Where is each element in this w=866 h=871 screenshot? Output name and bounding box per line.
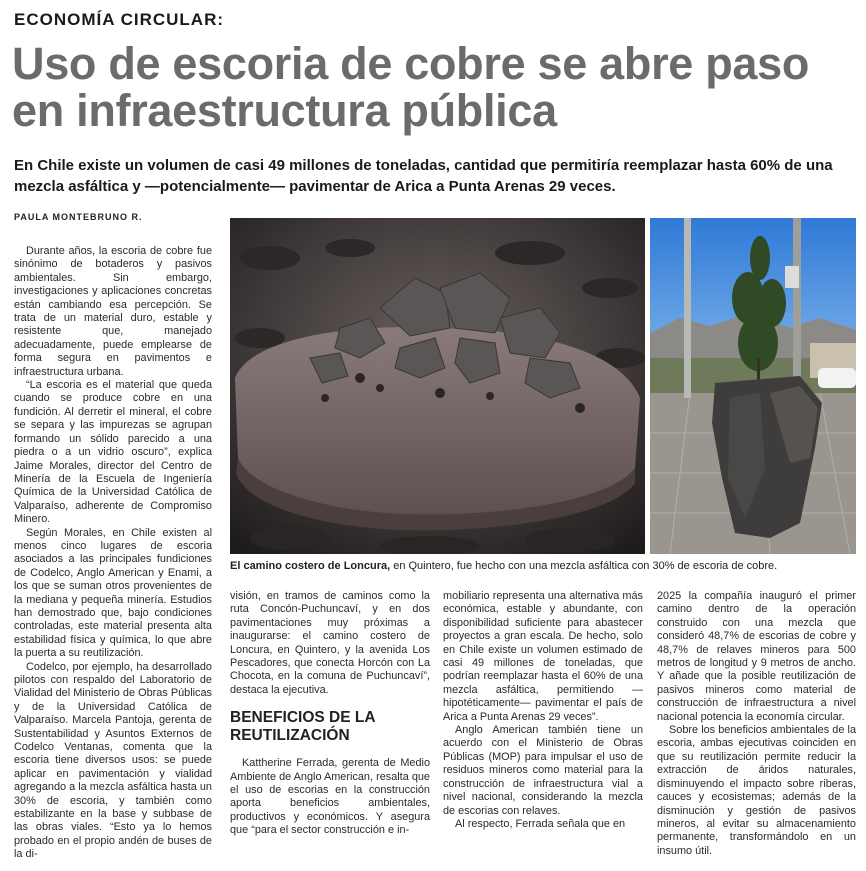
photo-caption <box>230 559 856 573</box>
paragraph: Según Morales, en Chile existen al menos cinco lugares de escoria asociados a las principales fundiciones de Codelco, Anglo American y Enami, a los que se suman otros provenientes de la mediana y pequeña minería. Estudios han demostrado que, bajo condiciones controladas, este material presenta alta estabilidad física y química, lo que abre la puerta a su reutilización. <box>14 526 212 660</box>
lead-paragraph: En Chile existe un volumen de casi 49 millones de toneladas, cantidad que permitiría reemplazar hasta 60% de una mezcla asfáltica y —potencialmente— pavimentar de Arica a Punta Arenas 29 veces. <box>14 157 833 195</box>
paragraph: “La escoria es el material que queda cuando se produce cobre en una fundición. Al derretir el mineral, el cobre se separa y las impurezas se agrupan formando un sólido parecido a una piedra o a un vidrio oscuro”, explica Jaime Morales, director del Centro de Minería de la Escuela de Ingeniería Química de la Universidad Católica de Valparaíso, adherente de Compromiso Minero. <box>14 379 212 526</box>
subheading: BENEFICIOS DE LA REUTILIZACIÓN <box>230 709 375 745</box>
paragraph: Kattherine Ferrada, gerenta de Medio Ambiente de Anglo American, resalta que el uso de escorias en la construcción aporta beneficios ambientales, productivos y económicos. Y asegura que “para el sector construcción e in- <box>230 757 430 837</box>
paragraph: Durante años, la escoria de cobre fue sinónimo de botaderos y pasivos ambientales. Sin embargo, investigaciones y aplicaciones concretas están cambiando esa percepción. Se trata de un material duro, estable y resistente que, manejado adecuadamente, puede emplearse de forma segura en pavimentos e infraestructura urbana. <box>14 245 212 378</box>
planter-photo <box>650 218 856 554</box>
slag-rock-illustration <box>230 218 645 554</box>
slag-planter-illustration <box>650 218 856 554</box>
paragraph: 2025 la compañía inauguró el primer camino dentro de la operación construido con una mezcla que consideró 48,7% de escorias de cobre y 48,7% de relaves mineros para 500 metros de longitud y 9 metros de ancho. Y añade que la posible reutilización de pasivos mineros como material de construcción de infraestructura a nivel nacional potencia la economía circular. <box>657 590 856 723</box>
caption-text: en Quintero, fue hecho con una mezcla asfáltica con 30% de escoria de cobre. <box>390 560 778 572</box>
headline: Uso de escoria de cobre se abre paso en infraestructura pública <box>12 38 810 136</box>
paragraph: mobiliario representa una alternativa más económica, estable y abundante, con disponibilidad suficiente para abastecer proyectos a gran escala. De hecho, solo en Chile existe un volumen estimado de casi 49 millones de toneladas, que podrían reemplazar hasta el 60% de una mezcla asfáltica, permitiendo —hipotéticamente— pavimentar el país de Arica a Punta Arenas 29 veces”. <box>443 590 643 723</box>
article-column-1 <box>14 245 212 862</box>
paragraph: Sobre los beneficios ambientales de la escoria, ambas ejecutivas coinciden en que su reutilización permite reducir la extracción de áridos naturales, disminuyendo el impacto sobre riberas, cauces y ecosistemas; además de la disminución y gestión de pasivos mineros, al evitar su almacenamiento permanente, transformándolo en un insumo útil. <box>657 724 856 857</box>
paragraph: visión, en tramos de caminos como la ruta Concón-Puchuncaví, y en dos pavimentaciones muy próximas a inaugurarse: el camino costero de Loncura, en Quintero, y la avenida Los Pescadores, que conecta Horcón con La Chocota, en la comuna de Puchuncaví”, destaca la ejecutiva. <box>230 590 430 696</box>
paragraph: Al respecto, Ferrada señala que en <box>455 817 626 830</box>
paragraph: Anglo American también tiene un acuerdo con el Ministerio de Obras Públicas (MOP) para impulsar el uso de residuos mineros como material para la construcción de infraestructura vial a nivel nacional, considerando la mezcla de escorias con relaves. <box>443 724 643 817</box>
section-kicker: ECONOMÍA CIRCULAR: <box>14 10 225 29</box>
article-column-4 <box>657 590 856 858</box>
caption-bold: El camino costero de Loncura, <box>230 560 391 572</box>
article-column-3 <box>443 590 643 831</box>
paragraph: Codelco, por ejemplo, ha desarrollado pilotos con respaldo del Laboratorio de Vialidad del Ministerio de Obras Públicas y de la Universidad Católica de Valparaíso. Marcela Pantoja, gerenta de Sustentabilidad y Asuntos Externos de Codelco Ventanas, comenta que la escoria tiene diversos usos: se puede aplicar en pavimentación y vialidad agregando a la mezcla asfáltica hasta un 30% de escoria, y también como estabilizante en la base y subbase de las obras viales. “Esto ya lo hemos probado en el propio andén de buses de la di- <box>14 660 212 861</box>
article-column-2 <box>230 590 430 838</box>
copper-slag-photo <box>230 218 645 554</box>
byline: PAULA MONTEBRUNO R. <box>14 212 143 222</box>
